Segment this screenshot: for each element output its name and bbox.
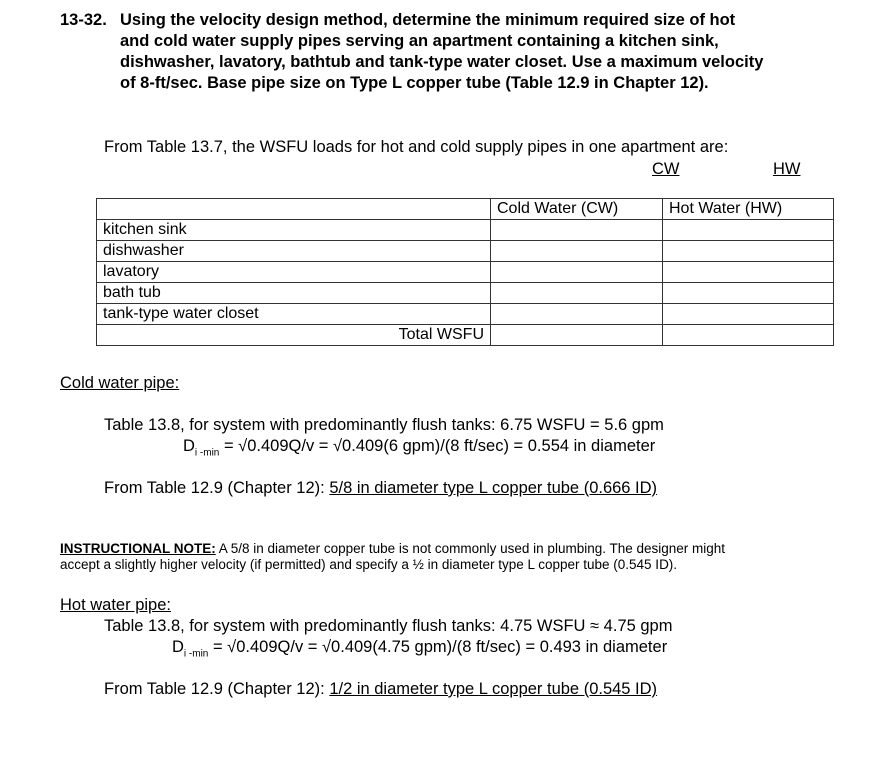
cold-water-heading: Cold water pipe: [60,374,180,392]
note-label: INSTRUCTIONAL NOTE: [60,541,216,556]
table-total-row [97,325,834,346]
table-header-row [97,199,834,220]
cell-hw [663,262,834,283]
fixture-kitchen-sink: kitchen sink [97,220,491,241]
problem-line-3: dishwasher, lavatory, bathtub and tank-type water closet. Use a maximum velocity [120,53,764,71]
header-hot-water: Hot Water (HW) [663,199,834,220]
table-row [97,220,834,241]
cold-table-line: Table 13.8, for system with predominantly flush tanks: 6.75 WSFU = 5.6 gpm [104,416,664,434]
cell-hw [663,283,834,304]
total-cw [491,325,663,346]
hot-table-line: Table 13.8, for system with predominantly flush tanks: 4.75 WSFU ≈ 4.75 gpm [104,617,673,635]
cell-cw [491,241,663,262]
cell-cw [491,262,663,283]
fixture-dishwasher: dishwasher [97,241,491,262]
table-row [97,304,834,325]
cold-diameter-formula [183,437,655,458]
fixture-lavatory: lavatory [97,262,491,283]
hw-label: HW [773,160,801,178]
total-hw [663,325,834,346]
hot-diameter-formula [172,638,667,659]
header-blank [97,199,491,220]
cw-label: CW [652,160,680,178]
instructional-note [60,541,725,573]
hot-d-symbol: D [172,638,184,656]
problem-line-4: of 8-ft/sec. Base pipe size on Type L copper tube (Table 12.9 in Chapter 12). [120,74,709,92]
fixture-bath-tub: bath tub [97,283,491,304]
table-row [97,262,834,283]
cell-cw [491,304,663,325]
hot-result-size: 1/2 in diameter type L copper tube (0.545 ID) [329,680,658,698]
cold-result [104,479,657,498]
cold-d-symbol: D [183,437,195,455]
problem-text [120,10,763,94]
intro-text: From Table 13.7, the WSFU loads for hot and cold supply pipes in one apartment are: [104,138,729,156]
hot-d-subscript: i -min [183,648,209,660]
fixture-water-closet: tank-type water closet [97,304,491,325]
note-line-2: accept a slightly higher velocity (if permitted) and specify a ½ in diameter type L copper tube (0.545 ID). [60,557,678,572]
problem-number: 13-32. [60,11,107,29]
cold-result-size: 5/8 in diameter type L copper tube (0.666 ID) [329,479,658,497]
wsfu-table [96,198,834,346]
note-line-1 [60,541,725,557]
hot-formula-text: = √0.409Q/v = √0.409(4.75 gpm)/(8 ft/sec) = 0.493 in diameter [208,638,668,656]
hot-result-prefix: From Table 12.9 (Chapter 12): [104,680,330,698]
hot-water-heading: Hot water pipe: [60,596,171,614]
table-row [97,241,834,262]
hot-result [104,680,657,699]
header-cold-water: Cold Water (CW) [491,199,663,220]
cell-hw [663,241,834,262]
problem-line-1: Using the velocity design method, determine the minimum required size of hot [120,11,736,29]
total-wsfu-label: Total WSFU [97,325,491,346]
note-text-1: A 5/8 in diameter copper tube is not commonly used in plumbing. The designer might [215,541,726,556]
cold-d-subscript: i -min [194,447,220,459]
cell-cw [491,220,663,241]
cold-formula-text: = √0.409Q/v = √0.409(6 gpm)/(8 ft/sec) = 0.554 in diameter [219,437,656,455]
cell-hw [663,220,834,241]
problem-line-2: and cold water supply pipes serving an apartment containing a kitchen sink, [120,32,719,50]
table-row [97,283,834,304]
cell-cw [491,283,663,304]
cold-result-prefix: From Table 12.9 (Chapter 12): [104,479,330,497]
cell-hw [663,304,834,325]
